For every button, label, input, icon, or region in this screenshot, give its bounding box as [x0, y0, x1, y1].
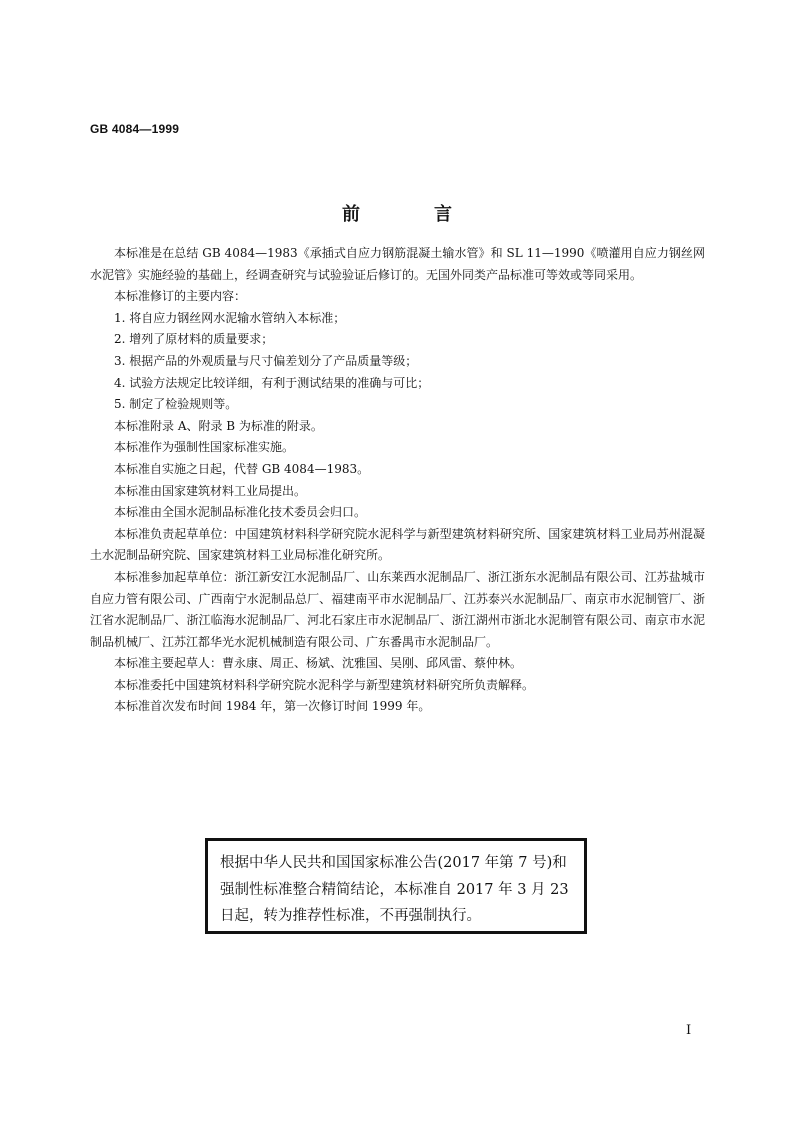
- page-number: I: [686, 1023, 692, 1038]
- paragraph-intro: 本标准是在总结 GB 4084—1983《承插式自应力钢筋混凝土输水管》和 SL 11—1990《喷灌用自应力钢丝网水泥管》实施经验的基础上，经调查研究与试验验证后修订的。无国外同类产品标准可等效或等同采用。: [90, 246, 705, 282]
- page-title: 前 言: [342, 204, 480, 225]
- revision-item-4: 4. 试验方法规定比较详细，有利于测试结果的准确与可比；: [114, 375, 430, 390]
- paragraph-proposed-by: 本标准由国家建筑材料工业局提出。: [114, 483, 307, 498]
- revision-item-3: 3. 根据产品的外观质量与尺寸偏差划分了产品质量等级；: [114, 353, 418, 368]
- paragraph-main-drafters: 本标准主要起草人：曹永康、周正、杨斌、沈雅国、吴刚、邱风雷、蔡仲林。: [114, 656, 523, 671]
- paragraph-centralized-by: 本标准由全国水泥制品标准化技术委员会归口。: [114, 505, 367, 520]
- paragraph-interpretation: 本标准委托中国建筑材料科学研究院水泥科学与新型建筑材料研究所负责解释。: [114, 677, 535, 692]
- foreword-body: [90, 243, 705, 718]
- paragraph-release-history: 本标准首次发布时间 1984 年，第一次修订时间 1999 年。: [114, 699, 431, 714]
- revision-item-5: 5. 制定了检验规则等。: [114, 397, 238, 412]
- paragraph-participating-orgs: 本标准参加起草单位：浙江新安江水泥制品厂、山东莱西水泥制品厂、浙江浙东水泥制品有限公司、江苏盐城市自应力管有限公司、广西南宁水泥制品总厂、福建南平市水泥制品厂、江苏泰兴水泥制品厂、南京市水泥制管厂、浙江省水泥制品厂、浙江临海水泥制品厂、河北石家庄市水泥制品厂、浙江湖州市浙北水泥制管有限公司、南京市水泥制品机械厂、江苏江都华光水泥机械制造有限公司、广东番禺市水泥制品厂。: [90, 569, 705, 649]
- revision-item-1: 1. 将自应力钢丝网水泥输水管纳入本标准；: [114, 310, 346, 325]
- revision-item-2: 2. 增列了原材料的质量要求；: [114, 332, 274, 347]
- paragraph-main-drafters-org: 本标准负责起草单位：中国建筑材料科学研究院水泥科学与新型建筑材料研究所、国家建筑材料工业局苏州混凝土水泥制品研究院、国家建筑材料工业局标准化研究所。: [90, 526, 705, 563]
- paragraph-mandatory: 本标准作为强制性国家标准实施。: [114, 440, 295, 455]
- paragraph-appendix: 本标准附录 A、附录 B 为标准的附录。: [114, 418, 323, 433]
- paragraph-replaces: 本标准自实施之日起，代替 GB 4084—1983。: [114, 461, 370, 476]
- standard-code: GB 4084—1999: [90, 122, 180, 136]
- paragraph-revision-heading: 本标准修订的主要内容：: [114, 289, 247, 304]
- status-notice-box: 根据中华人民共和国国家标准公告(2017 年第 7 号)和强制性标准整合精简结论，本标准自 2017 年 3 月 23 日起，转为推荐性标准，不再强制执行。: [205, 838, 587, 934]
